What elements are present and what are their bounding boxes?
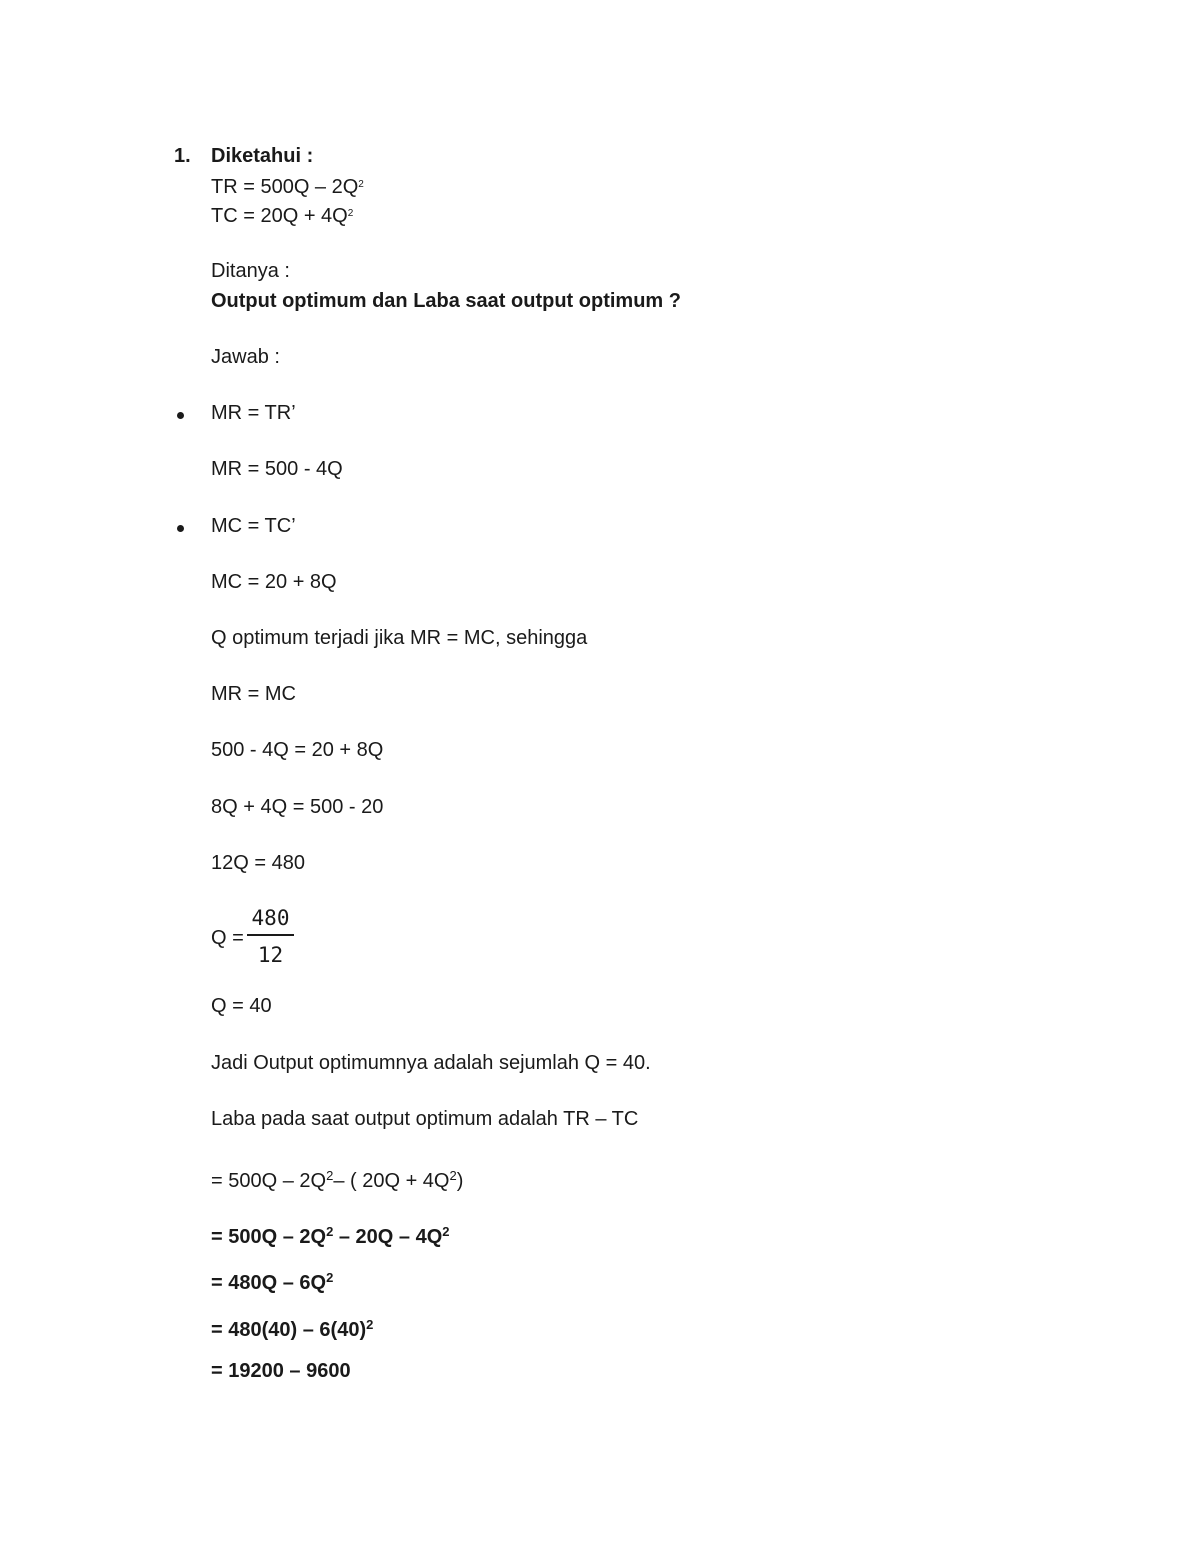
fraction-bar — [247, 934, 294, 936]
profit-step: = $500Q - 2Q^2 - 20Q - 4Q^2$ — [211, 1224, 450, 1248]
bullet-icon — [174, 513, 184, 539]
item-number: 1. — [174, 145, 191, 167]
fraction — [247, 905, 294, 968]
tr-equation: TR = $500Q - 2Q^2$ — [211, 176, 364, 198]
known-label: Diketahui : — [211, 145, 314, 167]
step-equation-1: 500 - 4Q = 20 + 8Q — [211, 739, 384, 761]
answer-label: Jawab : — [211, 346, 280, 368]
fraction-denominator: 12 — [257, 943, 284, 967]
asked-label: Ditanya : — [211, 260, 290, 282]
bullet-icon — [174, 400, 184, 426]
step-equation-2: 8Q + 4Q = 500 - 20 — [211, 796, 384, 818]
profit-step: = $480(40) - 6(40)^2$ — [211, 1317, 374, 1341]
profit-step: = $480Q - 6Q^2$ — [211, 1270, 334, 1294]
profit-intro: Laba pada saat output optimum adalah TR – TC — [211, 1108, 639, 1130]
profit-step: = 19200 – 9600 — [211, 1360, 351, 1382]
q-result: Q = 40 — [211, 995, 272, 1017]
mc-equation: MC = 20 + 8Q — [211, 571, 337, 593]
step-equation-3: 12Q = 480 — [211, 852, 305, 874]
fraction-numerator: 480 — [251, 906, 290, 930]
profit-step: = $500Q - 2Q^2-$ ( $20Q + 4Q^2$) — [211, 1168, 464, 1192]
mr-equation: MR = 500 - 4Q — [211, 458, 343, 480]
mc-definition: MC = TC’ — [211, 515, 296, 537]
optimum-condition: Q optimum terjadi jika MR = MC, sehingga — [211, 627, 588, 649]
fraction-prefix: Q = — [211, 927, 244, 949]
step-mr-equals-mc: MR = MC — [211, 683, 296, 705]
asked-text: Output optimum dan Laba saat output optimum ? — [211, 290, 681, 312]
tc-equation: TC = $20Q + 4Q^2$ — [211, 205, 354, 227]
mr-definition: MR = TR’ — [211, 402, 296, 424]
output-conclusion: Jadi Output optimumnya adalah sejumlah Q = 40. — [211, 1052, 651, 1074]
